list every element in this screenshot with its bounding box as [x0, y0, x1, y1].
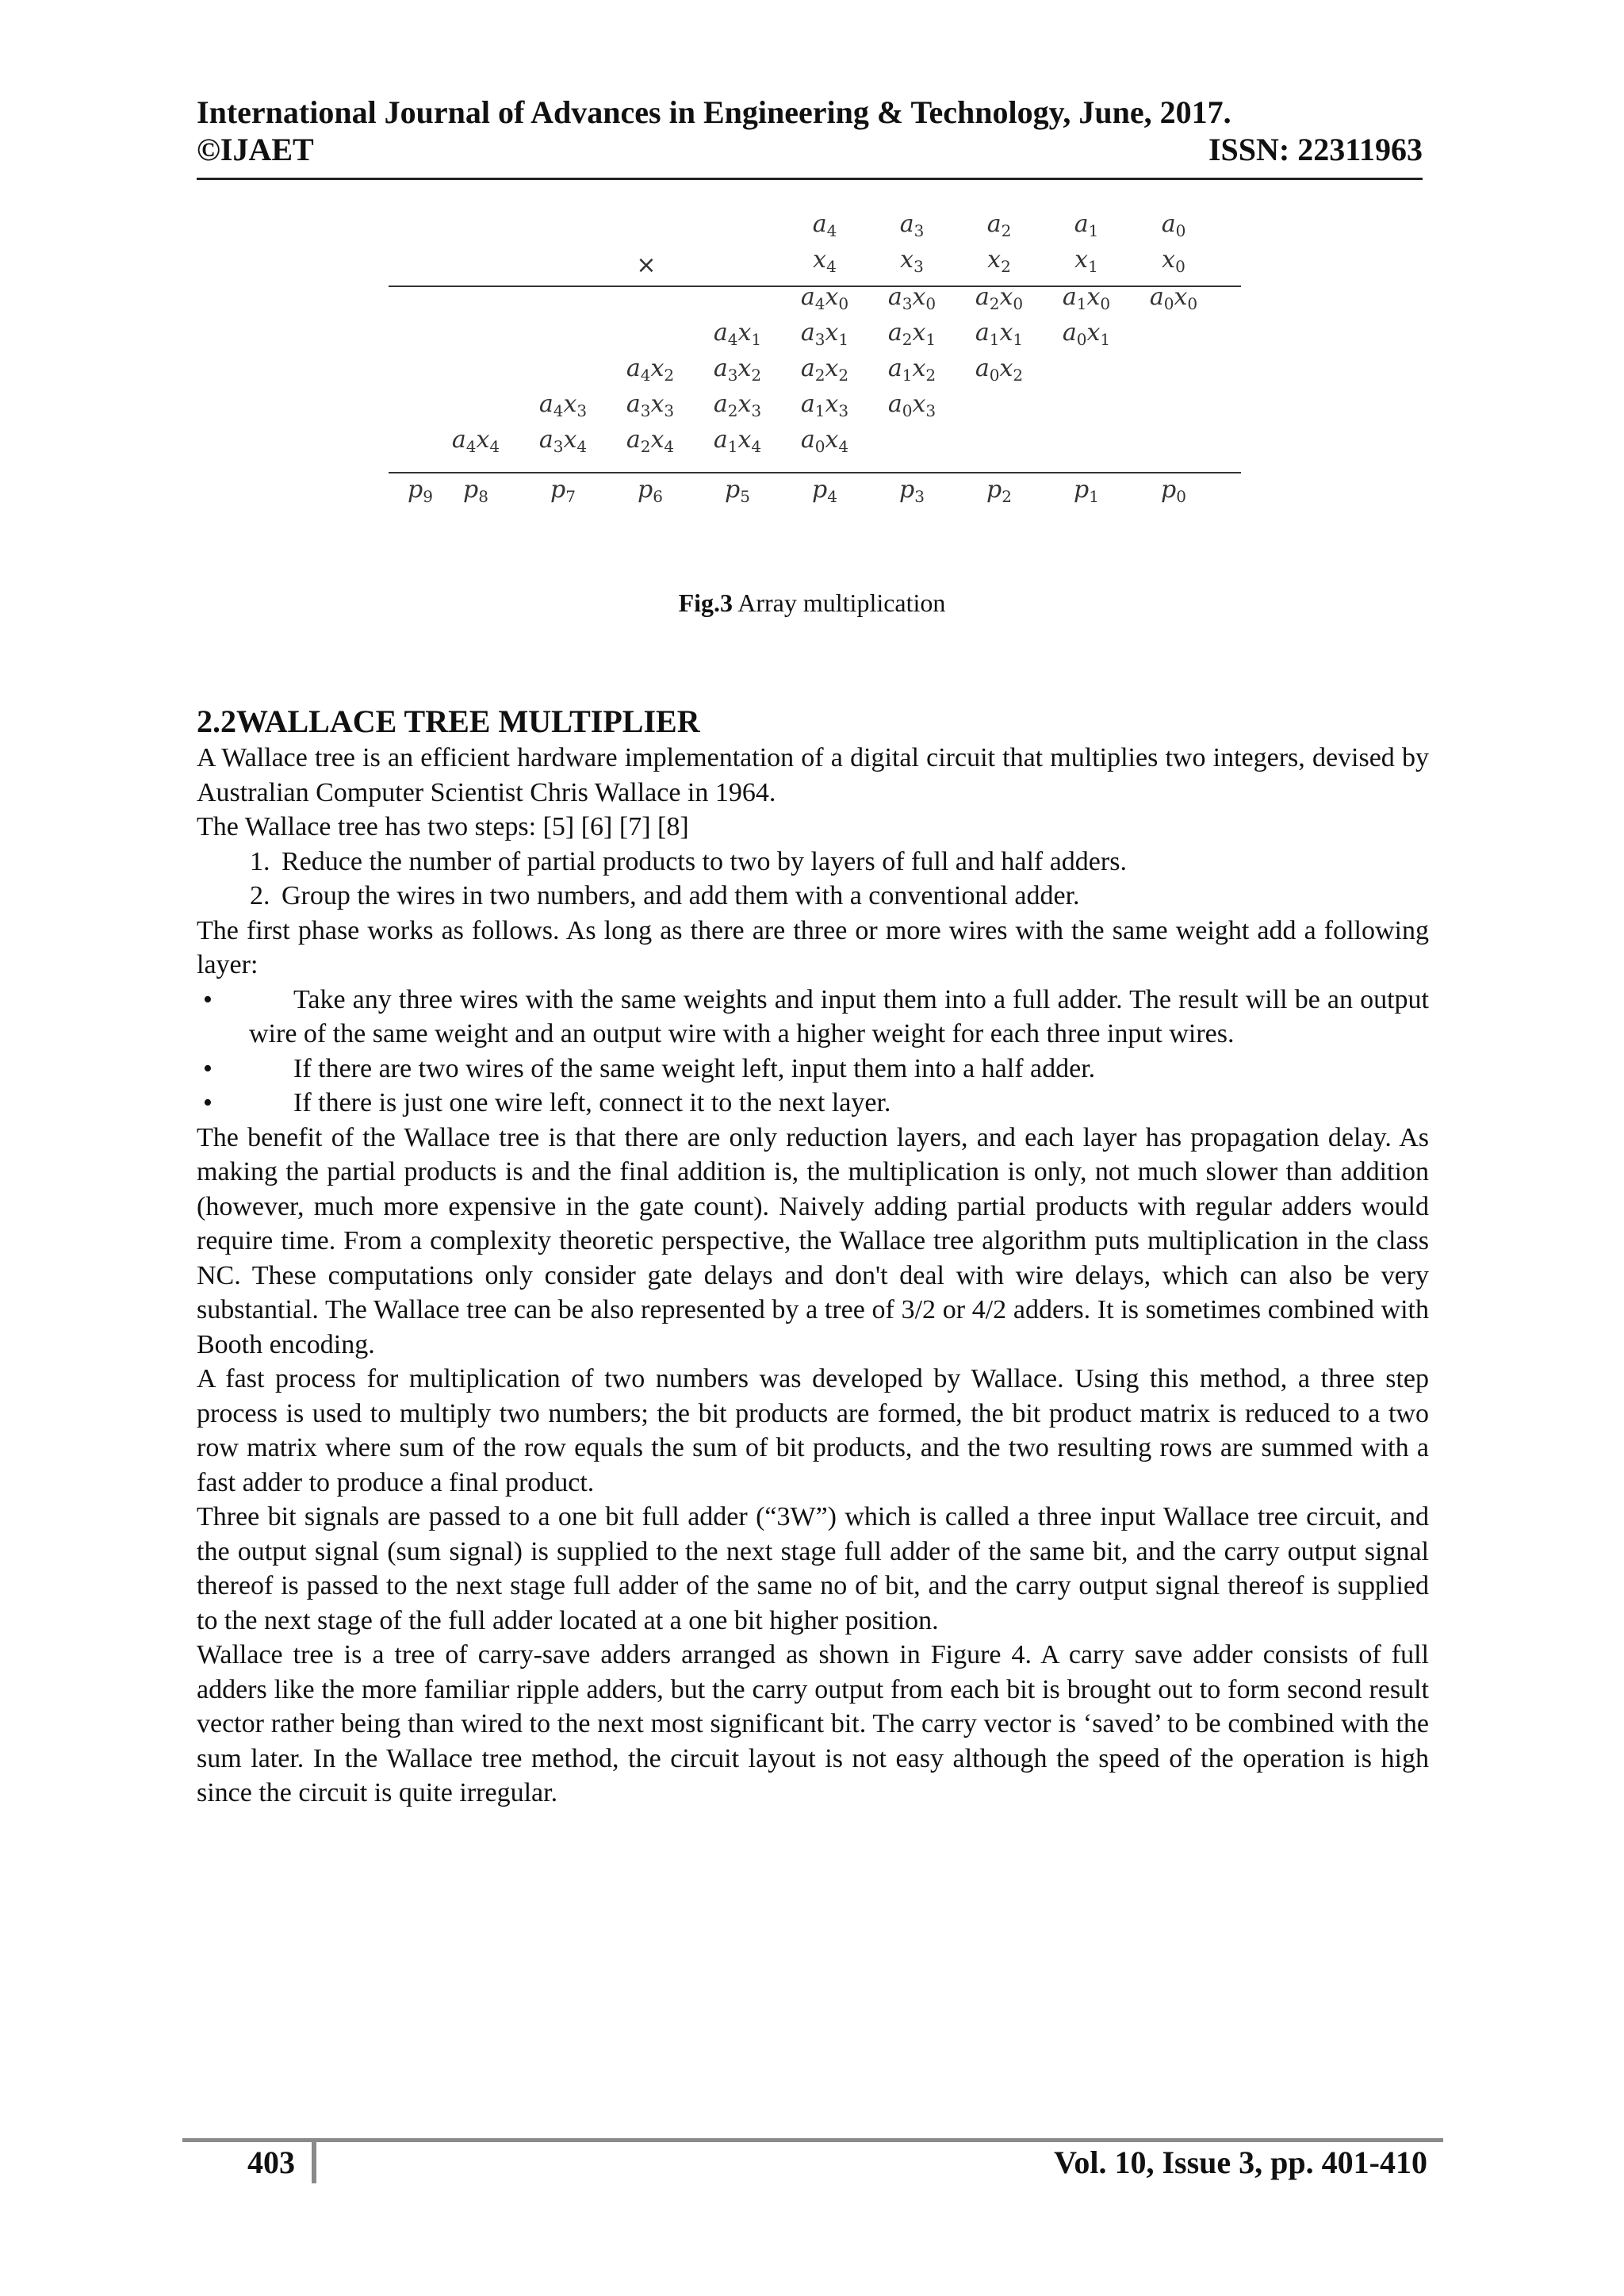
carry-save-paragraph: Wallace tree is a tree of carry-save adders arranged as shown in Figure 4. A carry save adder consists of full adders like the more familiar ripple adders, but the carry output from each bit is brought out to form second result vector rather being than wired to the next most significant bit. The carry vector is ‘saved’ to be combined with the sum later. In the Wallace tree method, the circuit layout is not easy although the speed of the operation is high since the circuit is quite irregular.	[197, 1640, 1429, 1807]
footer-rule	[182, 2138, 1443, 2142]
partial-product-term: $a_4x_4$	[451, 426, 500, 456]
process-paragraph: A fast process for multiplication of two numbers was developed by Wallace. Using this method, a three step process is used to multiply two numbers; the bit products are formed, the bit product matrix is reduced to a two row matrix where sum of the row equals the sum of bit products, and the two resulting rows are summed with a fast adder to produce a final product.	[197, 1364, 1429, 1497]
benefit-paragraph: The benefit of the Wallace tree is that there are only reduction layers, and each layer has propagation delay. As making the partial products is and the final addition is, the multiplication is only, not much slower than addition (however, much more expensive in the gate count). Naively adding partial products with regular adders would require time. From a complexity theoretic perspective, the Wallace tree algorithm puts multiplication in the class NC. These computations only consider gate delays and don't deal with wire delays, which can also be very substantial. The Wallace tree can be also represented by a tree of 3/2 or 4/2 adders. It is sometimes combined with Booth encoding.	[197, 1122, 1429, 1359]
bullet-text: Take any three wires with the same weights and input them into a full adder. The result will be an output wire of the same weight and an output wire with a higher weight for each three input wires.	[249, 984, 1429, 1048]
partial-product-term: $a_3x_4$	[538, 426, 588, 456]
figure-label: Fig.3	[678, 588, 733, 617]
product-bit: $p_3$	[899, 476, 925, 506]
header-rule	[197, 178, 1423, 180]
product-bit: $p_0$	[1161, 476, 1186, 506]
copyright: ©IJAET	[197, 132, 314, 167]
partial-product-term: $a_1x_0$	[1062, 283, 1111, 313]
list-item	[197, 1052, 1429, 1087]
list-item	[197, 879, 1429, 914]
product-bit: $p_8$	[463, 476, 488, 506]
partial-product-term: $a_2x_0$	[975, 283, 1024, 313]
partial-product-term: $x_3$	[900, 246, 924, 276]
partial-product-term: $a_4x_3$	[538, 390, 588, 420]
bullet-icon: •	[203, 984, 213, 1014]
partial-product-term: $a_4x_1$	[713, 319, 762, 349]
product-bit: $p_9$	[408, 476, 433, 506]
product-bit: $p_2$	[986, 476, 1012, 506]
figure-caption	[0, 588, 1624, 618]
bullet-icon: •	[203, 1053, 213, 1083]
partial-product-term: $x_0$	[1162, 246, 1185, 276]
journal-title: International Journal of Advances in Engineering & Technology, June, 2017.	[197, 94, 1231, 130]
figure-rule-bottom	[389, 472, 1241, 473]
intro-paragraph: A Wallace tree is an efficient hardware implementation of a digital circuit that multiplies two integers, devised by Australian Computer Scientist Chris Wallace in 1964.	[197, 743, 1429, 807]
steps-lead: The Wallace tree has two steps: [5] [6] [7] [8]	[197, 812, 689, 841]
product-bit: $p_4$	[812, 476, 837, 506]
bullet-text: If there is just one wire left, connect it to the next layer.	[293, 1088, 891, 1117]
journal-header	[197, 94, 1423, 168]
partial-product-term: $a_0x_1$	[1062, 319, 1111, 349]
partial-product-term: $a_4$	[812, 210, 837, 240]
partial-product-term: $x_1$	[1074, 246, 1098, 276]
body-text	[197, 741, 1429, 1811]
partial-product-term: $a_4x_2$	[626, 355, 675, 385]
partial-product-term: $a_0x_0$	[1149, 283, 1198, 313]
list-item	[197, 1086, 1429, 1121]
list-item	[197, 845, 1429, 880]
partial-product-term: $x_2$	[987, 246, 1011, 276]
partial-product-term: $a_1x_3$	[800, 390, 849, 420]
bullet-list	[197, 983, 1429, 1121]
partial-product-term: $a_1x_2$	[887, 355, 936, 385]
section-title: 2.2WALLACE TREE MULTIPLIER	[197, 703, 700, 739]
product-bit: $p_7$	[550, 476, 576, 506]
partial-product-term: $a_2x_1$	[887, 319, 936, 349]
partial-product-term: $x_4$	[813, 246, 837, 276]
page-number: 403	[247, 2145, 295, 2180]
product-bit: $p_6$	[638, 476, 663, 506]
bit-signals-paragraph: Three bit signals are passed to a one bit full adder (“3W”) which is called a three input Wallace tree circuit, and the output signal (sum signal) is supplied to the next stage full adder of the same bit, and the carry output signal thereof is passed to the next stage full adder of the same no of bit, and the carry output signal thereof is supplied to the next stage of the full adder located at a one bit higher position.	[197, 1502, 1429, 1635]
partial-product-term: $a_0x_3$	[887, 390, 936, 420]
partial-product-term: $a_3x_0$	[887, 283, 936, 313]
partial-product-term: $a_2x_4$	[626, 426, 675, 456]
bullet-text: If there are two wires of the same weight left, input them into a half adder.	[293, 1053, 1096, 1083]
partial-product-term: $a_4x_0$	[800, 283, 849, 313]
steps-list	[197, 845, 1429, 914]
step-number: 1.	[250, 846, 270, 876]
figure-caption-text: Array multiplication	[733, 588, 946, 617]
volume-info: Vol. 10, Issue 3, pp. 401-410	[1054, 2145, 1427, 2180]
partial-product-term: $a_3$	[899, 210, 925, 240]
bullet-icon: •	[203, 1088, 213, 1117]
partial-product-term: $a_1x_4$	[713, 426, 762, 456]
step-number: 2.	[250, 881, 270, 910]
partial-product-term: $a_0$	[1161, 210, 1186, 240]
product-bit: $p_1$	[1074, 476, 1099, 506]
partial-product-term: $a_1$	[1074, 210, 1099, 240]
issn: ISSN: 22311963	[1208, 132, 1423, 167]
partial-product-term: $a_1x_1$	[975, 319, 1024, 349]
multiply-symbol: ×	[636, 251, 657, 279]
product-bit: $p_5$	[725, 476, 750, 506]
partial-product-term: $a_3x_3$	[626, 390, 675, 420]
partial-product-term: $a_3x_2$	[713, 355, 762, 385]
partial-product-term: $a_3x_1$	[800, 319, 849, 349]
step-text: Group the wires in two numbers, and add them with a conventional adder.	[282, 881, 1080, 910]
phase-paragraph: The first phase works as follows. As long as there are three or more wires with the same weight add a following layer:	[197, 915, 1429, 979]
partial-product-term: $a_0x_4$	[800, 426, 849, 456]
partial-product-term: $a_0x_2$	[975, 355, 1024, 385]
array-multiplication-figure	[389, 210, 1245, 519]
list-item	[197, 983, 1429, 1052]
partial-product-term: $a_2$	[986, 210, 1012, 240]
partial-product-term: $a_2x_3$	[713, 390, 762, 420]
footer-divider	[312, 2142, 316, 2183]
partial-product-term: $a_2x_2$	[800, 355, 849, 385]
step-text: Reduce the number of partial products to two by layers of full and half adders.	[282, 846, 1127, 876]
